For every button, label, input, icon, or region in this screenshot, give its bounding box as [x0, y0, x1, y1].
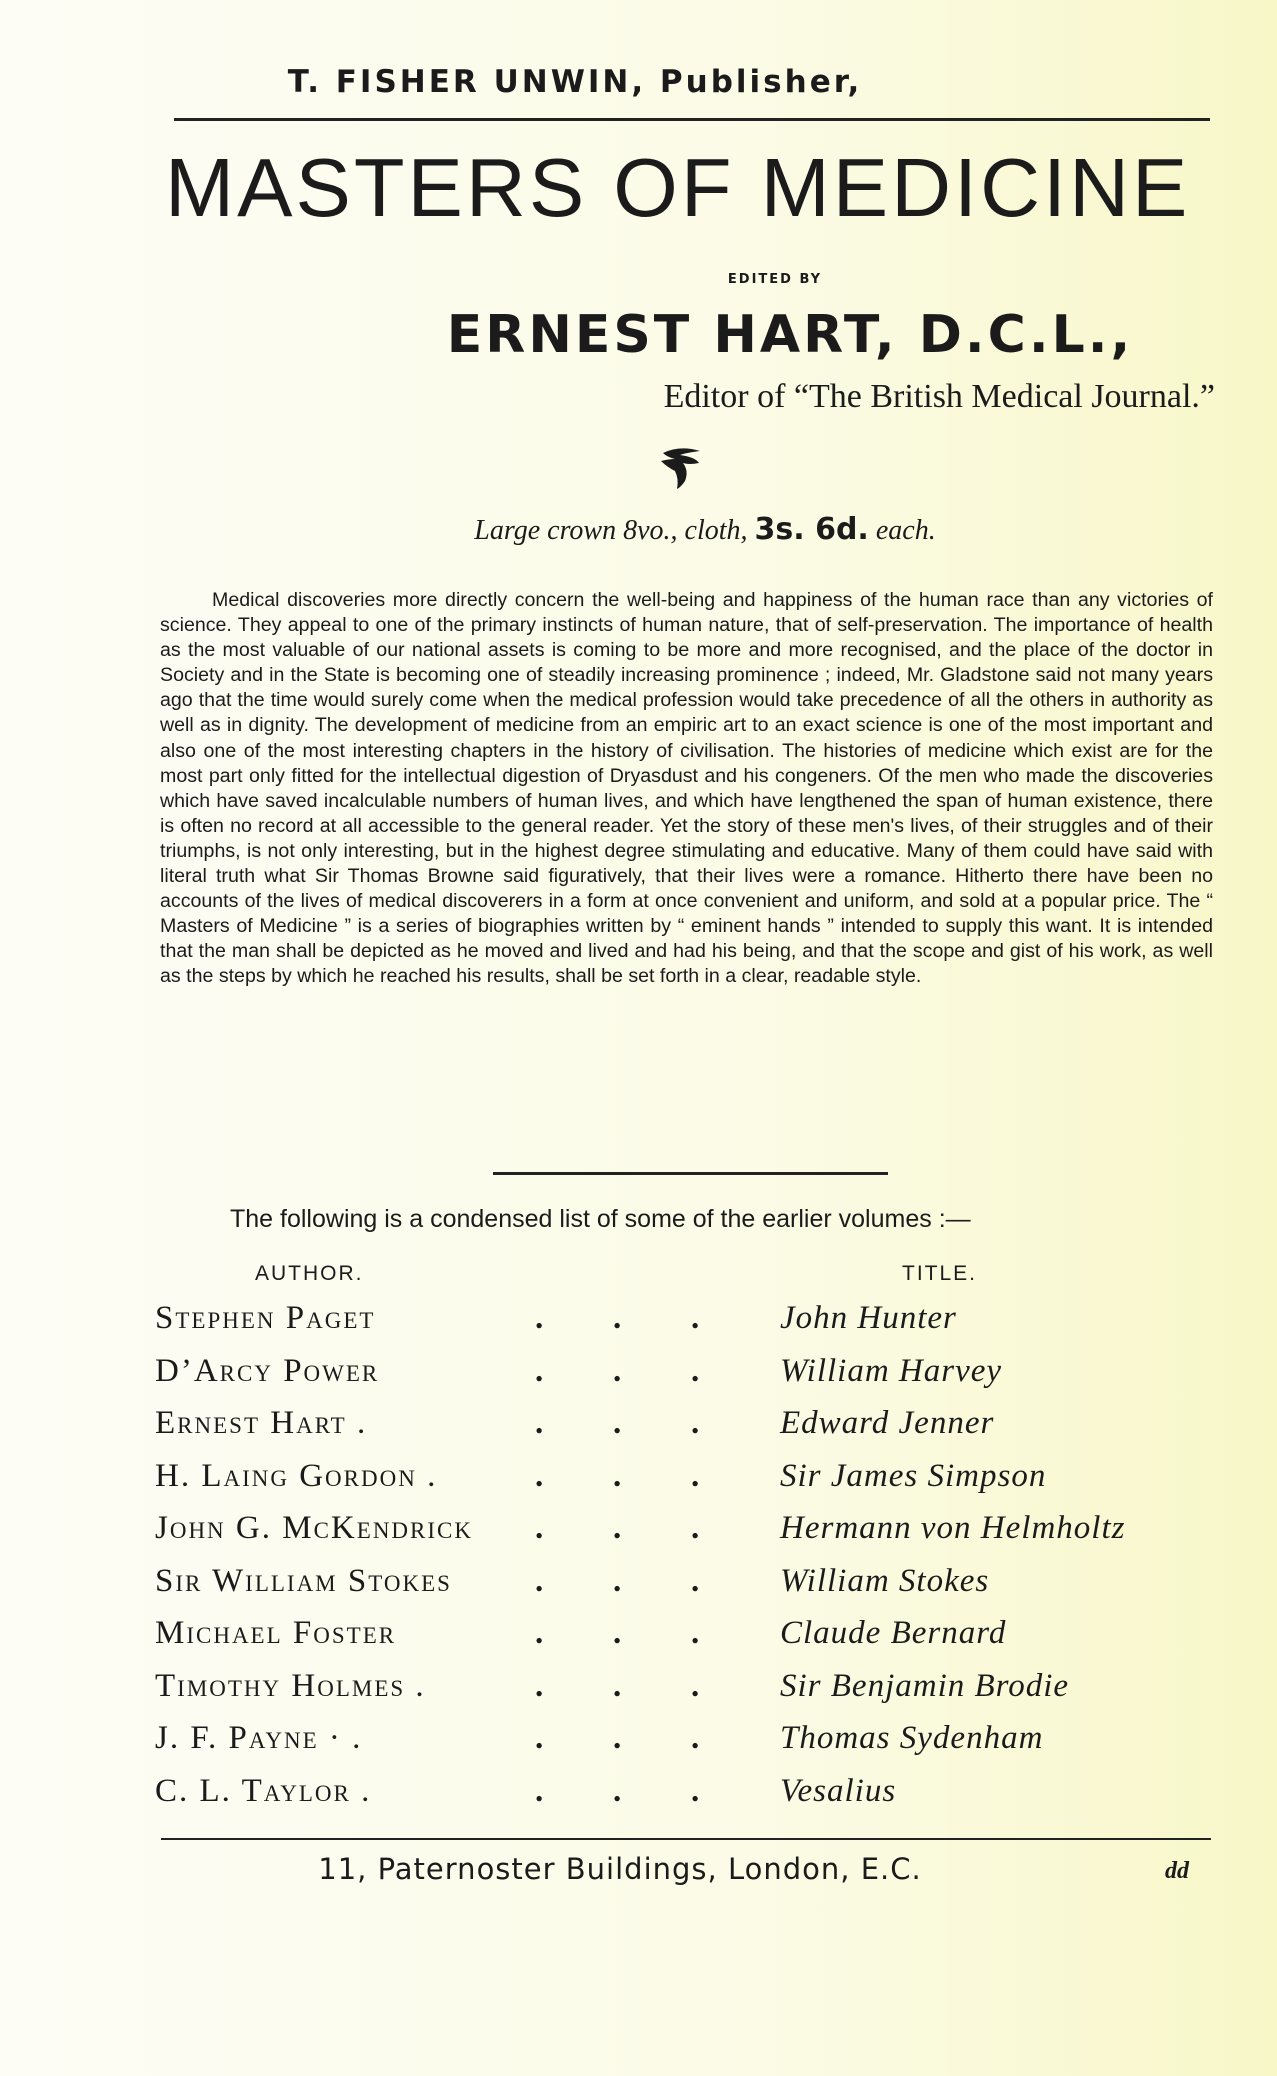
leader-dot: . [691, 1615, 700, 1651]
volume-title: John Hunter [780, 1300, 957, 1336]
bottom-rule [161, 1838, 1211, 1840]
volume-row [155, 1615, 1215, 1667]
author-column-header: AUTHOR. [255, 1262, 364, 1285]
leader-dot: . [691, 1510, 700, 1546]
leader-dot: . [535, 1667, 544, 1704]
leader-dot: . [691, 1562, 700, 1599]
volume-title: Sir Benjamin Brodie [780, 1667, 1070, 1704]
volume-title: Thomas Sydenham [780, 1720, 1044, 1756]
leader-dot: . [691, 1720, 700, 1756]
leader-dot: . [691, 1667, 700, 1704]
price-line [405, 512, 1005, 547]
volume-author: Ernest Hart . [155, 1405, 368, 1441]
volume-author: John G. McKendrick [155, 1510, 473, 1546]
volume-author: Michael Foster [155, 1615, 397, 1651]
leader-dot: . [613, 1457, 622, 1494]
leader-dot: . [691, 1352, 700, 1389]
volume-row [155, 1300, 1215, 1352]
volume-title: William Stokes [780, 1562, 990, 1599]
leader-dot: . [691, 1457, 700, 1494]
volume-author: H. Laing Gordon . [155, 1457, 438, 1494]
volume-row [155, 1563, 1215, 1615]
editor-role: Editor of “The British Medical Journal.” [663, 378, 1215, 415]
intro-paragraph: Medical discoveries more directly concern the well-being and happiness of the human race than any victories of science. They appeal to one of the primary instincts of human nature, that of self-preservation. The importance of health as the most valuable of our national assets is coming to be more and more recognised, and the place of the doctor in Society and in the State is becoming one of steadily increasing prominence ; indeed, Mr. Gladstone said not many years ago that the time would surely come when the medical profession would take precedence of all the others in authority as well as in dignity. The development of medicine from an empiric art to an exact science is one of the most important and also one of the most interesting chapters in the history of civilisation. The histories of medicine which exist are for the most part only fitted for the intellectual digestion of Dryasdust and his congeners. Of the men who made the discoveries which have saved incalculable numbers of human lives, and which have lengthened the span of human existence, there is often no record at all accessible to the general reader. Yet the story of these men's lives, of their struggles and of their triumphs, is not only interesting, but in the highest degree stimulating and educative. Many of them could have said with literal truth what Sir Thomas Browne said figuratively, that their lives were a romance. Hitherto there have been no accounts of the lives of medical discoverers in a form at once convenient and uniform, and sold at a popular price. The “ Masters of Medicine ” is a series of biographies written by “ eminent hands ” intended to supply this want. It is intended that the man shall be depicted as he moved and lived and had his being, and that the scope and gist of his work, as well as the steps by which he reached his results, shall be set forth in a clear, readable style. [160, 589, 1213, 988]
price-format: Large crown 8vo., cloth, [474, 515, 748, 546]
leader-dot: . [535, 1772, 544, 1809]
leader-dot: . [613, 1300, 622, 1336]
leader-dot: . [535, 1352, 544, 1389]
volume-title: Claude Bernard [780, 1615, 1007, 1651]
volume-row [155, 1353, 1215, 1405]
list-intro: The following is a condensed list of some of the earlier volumes :— [230, 1205, 971, 1233]
edited-by-label: EDITED BY [727, 272, 823, 287]
volume-row [155, 1405, 1215, 1457]
volume-title: Vesalius [780, 1772, 897, 1809]
volume-author: Sir William Stokes [155, 1562, 452, 1599]
leader-dot: . [535, 1510, 544, 1546]
volume-author: Timothy Holmes . [155, 1667, 426, 1704]
volume-title: Edward Jenner [780, 1405, 995, 1441]
leader-dot: . [613, 1667, 622, 1704]
volume-title: Hermann von Helmholtz [780, 1510, 1126, 1546]
publisher-line: T. FISHER UNWIN, Publisher, [287, 64, 863, 100]
leader-dot: . [535, 1562, 544, 1599]
volume-author: C. L. Taylor . [155, 1772, 372, 1809]
leader-dot: . [613, 1615, 622, 1651]
title-column-header: TITLE. [902, 1262, 978, 1285]
middle-rule [493, 1172, 888, 1175]
price-amount: 3s. 6d. [754, 512, 869, 547]
volume-author: Stephen Paget [155, 1300, 376, 1336]
publisher-address: 11, Paternoster Buildings, London, E.C. [318, 1852, 922, 1886]
volume-author: D’Arcy Power [155, 1352, 380, 1389]
volume-author: J. F. Payne · . [155, 1720, 363, 1756]
leader-dot: . [613, 1720, 622, 1756]
volume-row [155, 1720, 1215, 1772]
volume-row [155, 1668, 1215, 1720]
volume-row [155, 1458, 1215, 1510]
volume-row [155, 1510, 1215, 1562]
editor-name: ERNEST HART, D.C.L., [446, 305, 1134, 365]
volume-row [155, 1773, 1215, 1825]
leader-dot: . [613, 1352, 622, 1389]
leader-dot: . [535, 1615, 544, 1651]
signature-mark: dd [1165, 1858, 1189, 1884]
price-each: each. [875, 515, 936, 546]
volume-title: William Harvey [780, 1352, 1003, 1389]
leader-dot: . [535, 1720, 544, 1756]
leader-dot: . [535, 1300, 544, 1336]
leader-dot: . [613, 1405, 622, 1441]
series-title: MASTERS OF MEDICINE [165, 141, 1191, 234]
leader-dot: . [691, 1300, 700, 1336]
leaf-ornament-icon [655, 443, 705, 491]
leader-dot: . [691, 1405, 700, 1441]
leader-dot: . [613, 1772, 622, 1809]
leader-dot: . [535, 1457, 544, 1494]
leader-dot: . [613, 1510, 622, 1546]
leader-dot: . [691, 1772, 700, 1809]
volume-title: Sir James Simpson [780, 1457, 1047, 1494]
leader-dot: . [535, 1405, 544, 1441]
leader-dot: . [613, 1562, 622, 1599]
top-rule [174, 118, 1210, 121]
